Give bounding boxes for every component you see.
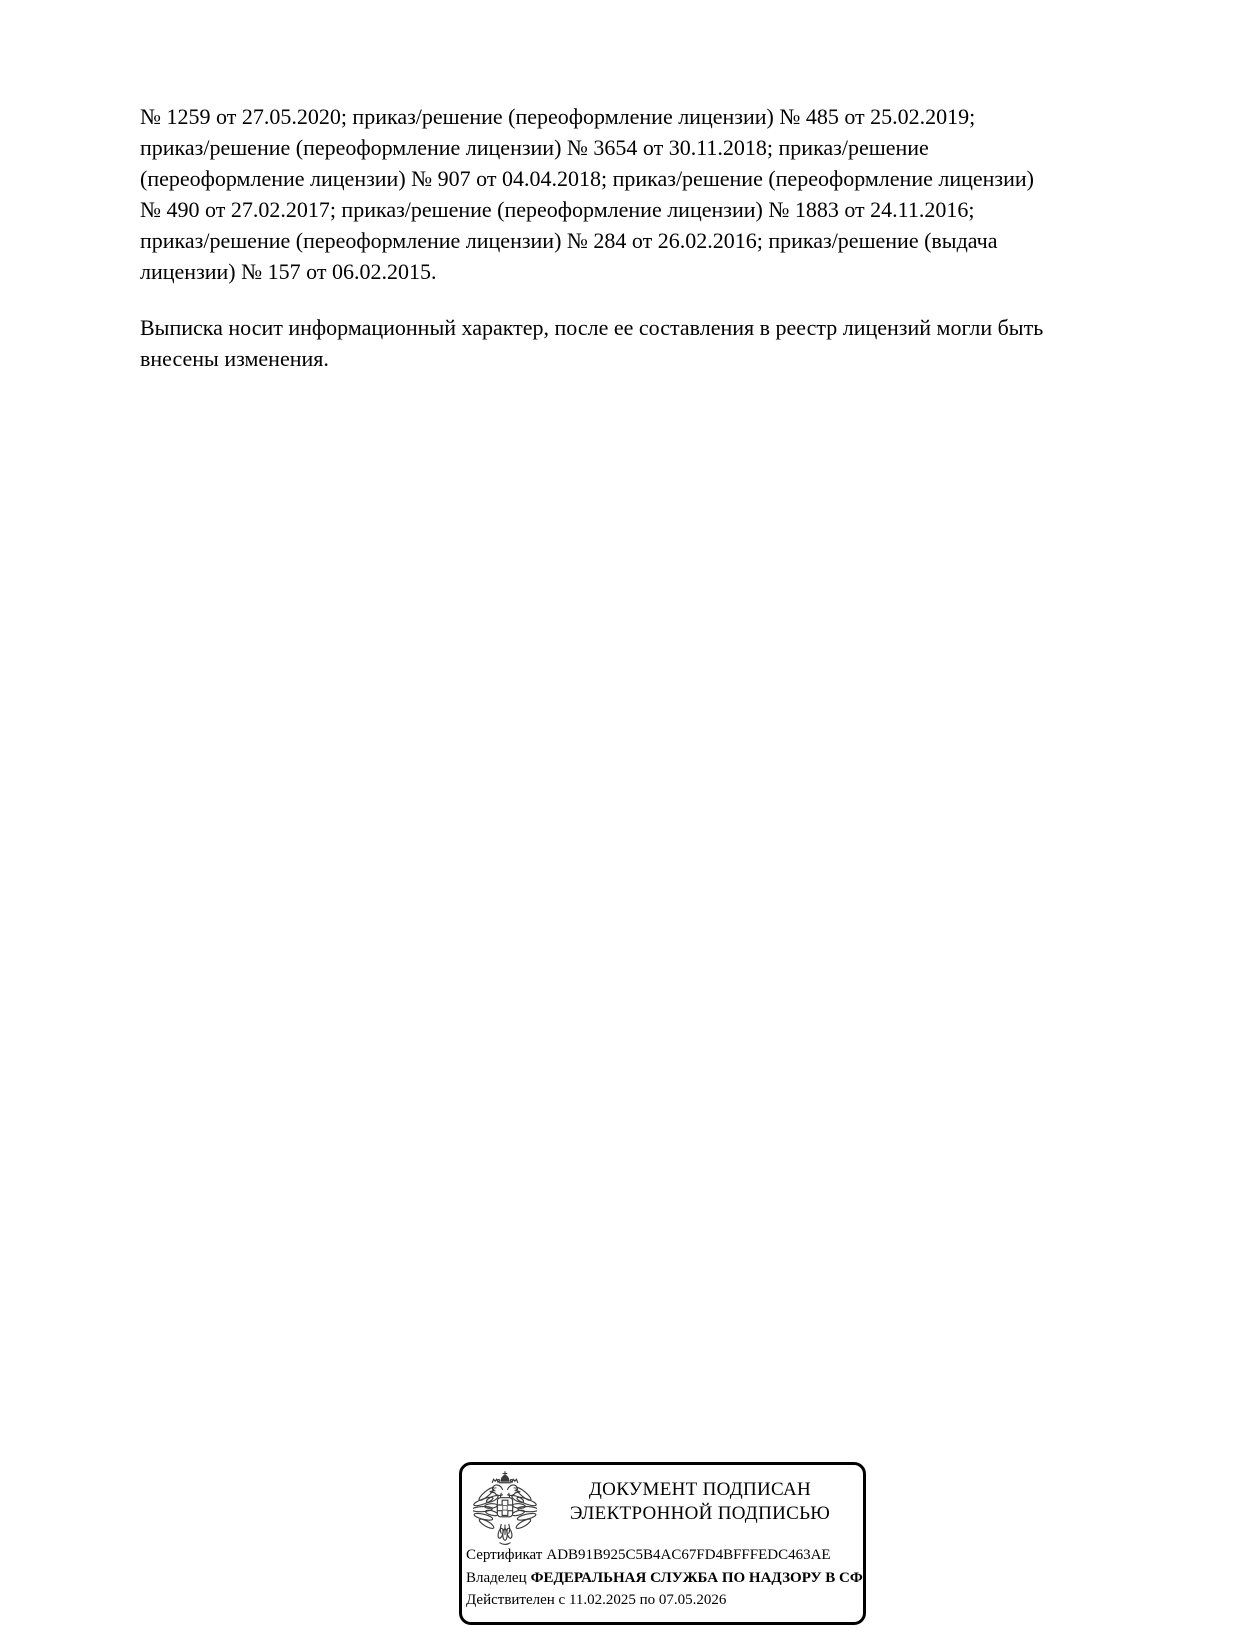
text-line: № 1259 от 27.05.2020; приказ/решение (переоформление лицензии) № 485 от 25.02.2019; <box>140 104 976 129</box>
certificate-line <box>466 1544 863 1567</box>
stamp-header <box>462 1465 863 1546</box>
text-line: (переоформление лицензии) № 907 от 04.04.2018; приказ/решение (переоформление лицензии) <box>140 166 1034 191</box>
owner-value: ФЕДЕРАЛЬНАЯ СЛУЖБА ПО НАДЗОРУ В СФ <box>530 1569 863 1586</box>
certificate-value: ADB91B925C5B4AC67FD4BFFFEDC463AE <box>546 1547 831 1563</box>
validity-line: Действителен с 11.02.2025 по 07.05.2026 <box>466 1592 727 1608</box>
stamp-title-line1: ДОКУМЕНТ ПОДПИСАН <box>588 1479 812 1500</box>
owner-label: Владелец <box>466 1569 527 1586</box>
double-headed-eagle-emblem-icon <box>473 1471 537 1546</box>
text-line: Выписка носит информационный характер, после ее составления в реестр лицензий могли быть <box>140 315 1044 340</box>
owner-line <box>466 1567 863 1590</box>
stamp-details <box>466 1544 863 1612</box>
text-line: лицензии) № 157 от 06.02.2015. <box>140 259 437 284</box>
electronic-signature-stamp <box>459 1462 866 1625</box>
disclaimer-paragraph <box>140 312 1043 374</box>
text-line: № 490 от 27.02.2017; приказ/решение (переоформление лицензии) № 1883 от 24.11.2016; <box>140 197 975 222</box>
orders-history-paragraph <box>140 101 1034 287</box>
certificate-label: Сертификат <box>466 1547 543 1563</box>
stamp-title-line2: ЭЛЕКТРОННОЙ ПОДПИСЬЮ <box>569 1503 831 1524</box>
text-line: приказ/решение (переоформление лицензии) № 284 от 26.02.2016; приказ/решение (выдача <box>140 228 998 253</box>
text-line: внесены изменения. <box>140 346 329 371</box>
text-line: приказ/решение (переоформление лицензии) № 3654 от 30.11.2018; приказ/решение <box>140 135 929 160</box>
stamp-title <box>537 1478 863 1526</box>
